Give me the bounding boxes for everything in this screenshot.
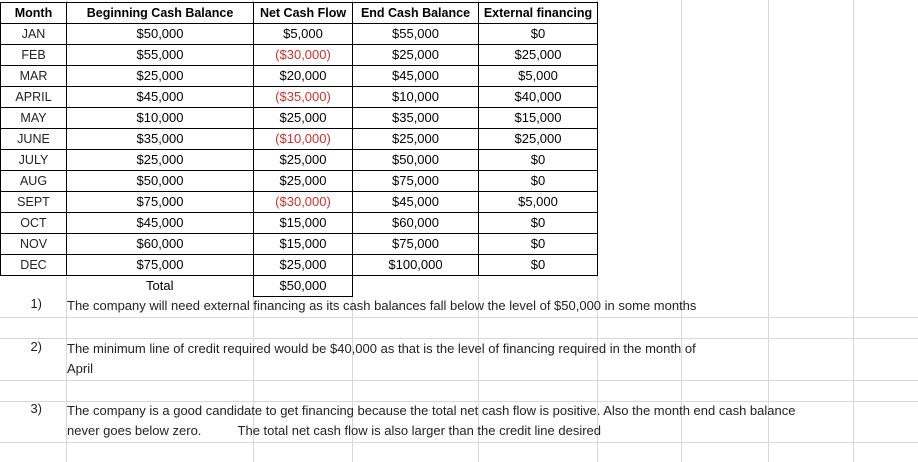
empty-cell [479,276,598,297]
empty-cell [1,276,67,297]
cell-external-financing[interactable]: $5,000 [479,192,598,213]
cell-external-financing[interactable]: $0 [479,24,598,45]
table-row [1,129,598,150]
cell-end-balance[interactable]: $50,000 [353,150,479,171]
header-row [1,3,598,24]
cell-month[interactable]: SEPT [1,192,67,213]
table-row [1,192,598,213]
cell-month[interactable]: DEC [1,255,67,276]
cell-net-cash-flow[interactable]: ($10,000) [254,129,353,150]
cell-external-financing[interactable]: $0 [479,234,598,255]
cell-net-cash-flow[interactable]: $15,000 [254,213,353,234]
table-row [1,150,598,171]
cell-month[interactable]: JUNE [1,129,67,150]
cell-month[interactable]: OCT [1,213,67,234]
cell-month[interactable]: FEB [1,45,67,66]
header-end-cash-balance[interactable]: End Cash Balance [353,3,479,24]
cell-beginning-balance[interactable]: $35,000 [67,129,254,150]
cell-end-balance[interactable]: $45,000 [353,66,479,87]
cell-month[interactable]: JAN [1,24,67,45]
cell-external-financing[interactable]: $0 [479,213,598,234]
table-row [1,171,598,192]
cell-month[interactable]: APRIL [1,87,67,108]
cell-beginning-balance[interactable]: $50,000 [67,24,254,45]
header-net-cash-flow[interactable]: Net Cash Flow [254,3,353,24]
cell-beginning-balance[interactable]: $75,000 [67,192,254,213]
cell-beginning-balance[interactable]: $45,000 [67,87,254,108]
cell-net-cash-flow[interactable]: ($30,000) [254,45,353,66]
cell-beginning-balance[interactable]: $75,000 [67,255,254,276]
cell-external-financing[interactable]: $15,000 [479,108,598,129]
cell-beginning-balance[interactable]: $60,000 [67,234,254,255]
note-2-line-2: April [67,361,94,376]
header-beginning-cash-balance[interactable]: Beginning Cash Balance [67,3,254,24]
cell-net-cash-flow[interactable]: $20,000 [254,66,353,87]
cell-end-balance[interactable]: $35,000 [353,108,479,129]
cell-external-financing[interactable]: $5,000 [479,66,598,87]
empty-cell [353,276,479,297]
cell-month[interactable]: AUG [1,171,67,192]
total-net-cash-flow[interactable]: $50,000 [254,276,353,297]
cell-end-balance[interactable]: $75,000 [353,171,479,192]
cell-external-financing[interactable]: $0 [479,255,598,276]
table-row [1,234,598,255]
cell-end-balance[interactable]: $55,000 [353,24,479,45]
cell-end-balance[interactable]: $60,000 [353,213,479,234]
table-row [1,108,598,129]
cell-net-cash-flow[interactable]: $25,000 [254,108,353,129]
note-2 [67,339,907,379]
note-number-2: 2) [30,339,42,354]
cell-net-cash-flow[interactable]: $25,000 [254,171,353,192]
cell-beginning-balance[interactable]: $25,000 [67,150,254,171]
note-3-line-2: never goes below zero. The total net cash flow is also larger than the credit line desired [67,423,602,438]
cell-net-cash-flow[interactable]: $25,000 [254,150,353,171]
total-label[interactable]: Total [67,276,254,297]
cell-end-balance[interactable]: $75,000 [353,234,479,255]
header-external-financing[interactable]: External financing [479,3,598,24]
cell-month[interactable]: MAY [1,108,67,129]
table-row [1,24,598,45]
table-row [1,87,598,108]
table-row [1,255,598,276]
note-3 [67,401,907,441]
cell-external-financing[interactable]: $25,000 [479,45,598,66]
cash-budget-table [0,2,598,297]
cell-net-cash-flow[interactable]: $15,000 [254,234,353,255]
cell-month[interactable]: NOV [1,234,67,255]
cell-net-cash-flow[interactable]: ($35,000) [254,87,353,108]
cell-external-financing[interactable]: $0 [479,171,598,192]
cell-end-balance[interactable]: $10,000 [353,87,479,108]
cell-beginning-balance[interactable]: $45,000 [67,213,254,234]
cell-beginning-balance[interactable]: $50,000 [67,171,254,192]
cell-beginning-balance[interactable]: $25,000 [67,66,254,87]
table-row [1,213,598,234]
note-2-line-1: The minimum line of credit required would be $40,000 as that is the level of financing required in the month of [67,341,696,356]
cell-beginning-balance[interactable]: $10,000 [67,108,254,129]
header-month[interactable]: Month [1,3,67,24]
cell-net-cash-flow[interactable]: $5,000 [254,24,353,45]
cell-external-financing[interactable]: $0 [479,150,598,171]
cell-end-balance[interactable]: $25,000 [353,45,479,66]
table-row [1,66,598,87]
cell-end-balance[interactable]: $100,000 [353,255,479,276]
cell-beginning-balance[interactable]: $55,000 [67,45,254,66]
table-row [1,45,598,66]
cell-end-balance[interactable]: $25,000 [353,129,479,150]
note-3-line-1: The company is a good candidate to get financing because the total net cash flow is positive. Also the month end cash balance [67,403,796,418]
cell-month[interactable]: JULY [1,150,67,171]
cell-net-cash-flow[interactable]: ($30,000) [254,192,353,213]
note-number-1: 1) [30,296,42,311]
total-row [1,276,598,297]
cell-end-balance[interactable]: $45,000 [353,192,479,213]
cell-external-financing[interactable]: $25,000 [479,129,598,150]
cell-external-financing[interactable]: $40,000 [479,87,598,108]
cell-month[interactable]: MAR [1,66,67,87]
note-number-3: 3) [30,401,42,416]
note-1 [67,296,907,316]
note-1-line-1: The company will need external financing as its cash balances fall below the level of $50,000 in some months [67,298,697,313]
cell-net-cash-flow[interactable]: $25,000 [254,255,353,276]
